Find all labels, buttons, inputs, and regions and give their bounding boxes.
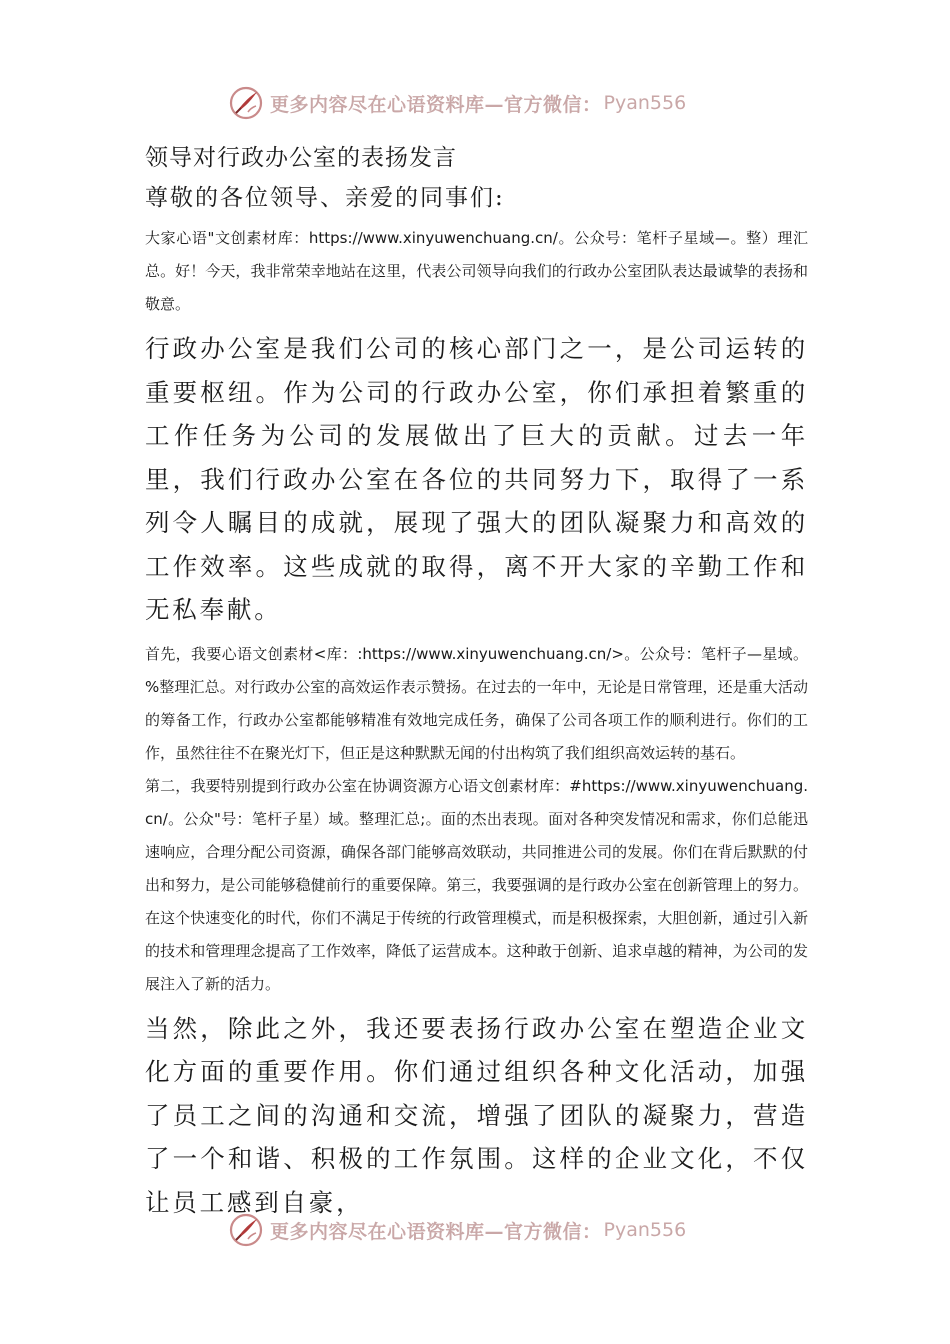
paragraph-first-point: 首先，我要心语文创素材<库：:https://www.xinyuwenchuang.cn/>。公众号：笔杆子—星域。%整理汇总。对行政办公室的高效运作表示赞扬。在过去的一年中，无论是日常管理，还是重大活动的筹备工作，行政办公室都能够精准有效地完成任务，确保了公司各项工作的顺利进行。你们的工作，虽然往往不在聚光灯下，但正是这种默默无闻的付出构筑了我们组织高效运转的基石。 [145,644,808,762]
footer-watermark-banner [228,1210,748,1250]
header-watermark-banner [228,83,748,123]
paragraph-second-third-points: 第二，我要特别提到行政办公室在协调资源方心语文创素材库：#https://www.xinyuwenchuang.cn/。公众"号：笔杆子星）域。整理汇总;。面的杰出表现。面对各种突发情况和需求，你们总能迅速响应，合理分配公司资源，确保各部门能够高效联动，共同推进公司的发展。你们在背后默默的付出和努力，是公司能够稳健前行的重要保障。第三，我要强调的是行政办公室在创新管理上的努力。在这个快速变化的时代，你们不满足于传统的行政管理模式，而是积极探索，大胆创新，通过引入新的技术和管理理念提高了工作效率，降低了运营成本。这种敢于创新、追求卓越的精神，为公司的发展注入了新的活力。 [145,776,808,993]
document-body [145,140,808,1230]
watermark-handle: Pyan556 [603,92,687,114]
watermark-handle: Pyan556 [603,1219,687,1241]
paragraph-culture: 当然，除此之外，我还要表扬行政办公室在塑造企业文化方面的重要作用。你们通过组织各种文化活动，加强了员工之间的沟通和交流，增强了团队的凝聚力，营造了一个和谐、积极的工作氛围。这样的企业文化，不仅让员工感到自豪， [145,1013,808,1217]
quill-logo-icon [228,1212,264,1248]
quill-logo-icon [228,85,264,121]
document-title: 领导对行政办公室的表扬发言 [145,145,457,171]
paragraph-opening: 大家心语"文创素材库：https://www.xinyuwenchuang.cn/。公众号：笔杆子星域—。整）理汇总。好！今天，我非常荣幸地站在这里，代表公司领导向我们的行政办公室团队表达最诚挚的表扬和敬意。 [145,229,808,313]
watermark-text: 更多内容尽在心语资料库—官方微信： [270,1220,602,1243]
watermark-text: 更多内容尽在心语资料库—官方微信： [270,93,602,116]
document-greeting: 尊敬的各位领导、亲爱的同事们: [145,185,505,211]
paragraph-department-role: 行政办公室是我们公司的核心部门之一，是公司运转的重要枢纽。作为公司的行政办公室，你们承担着繁重的工作任务为公司的发展做出了巨大的贡献。过去一年里，我们行政办公室在各位的共同努力下，取得了一系列令人瞩目的成就，展现了强大的团队凝聚力和高效的工作效率。这些成就的取得，离不开大家的辛勤工作和无私奉献。 [145,334,808,624]
